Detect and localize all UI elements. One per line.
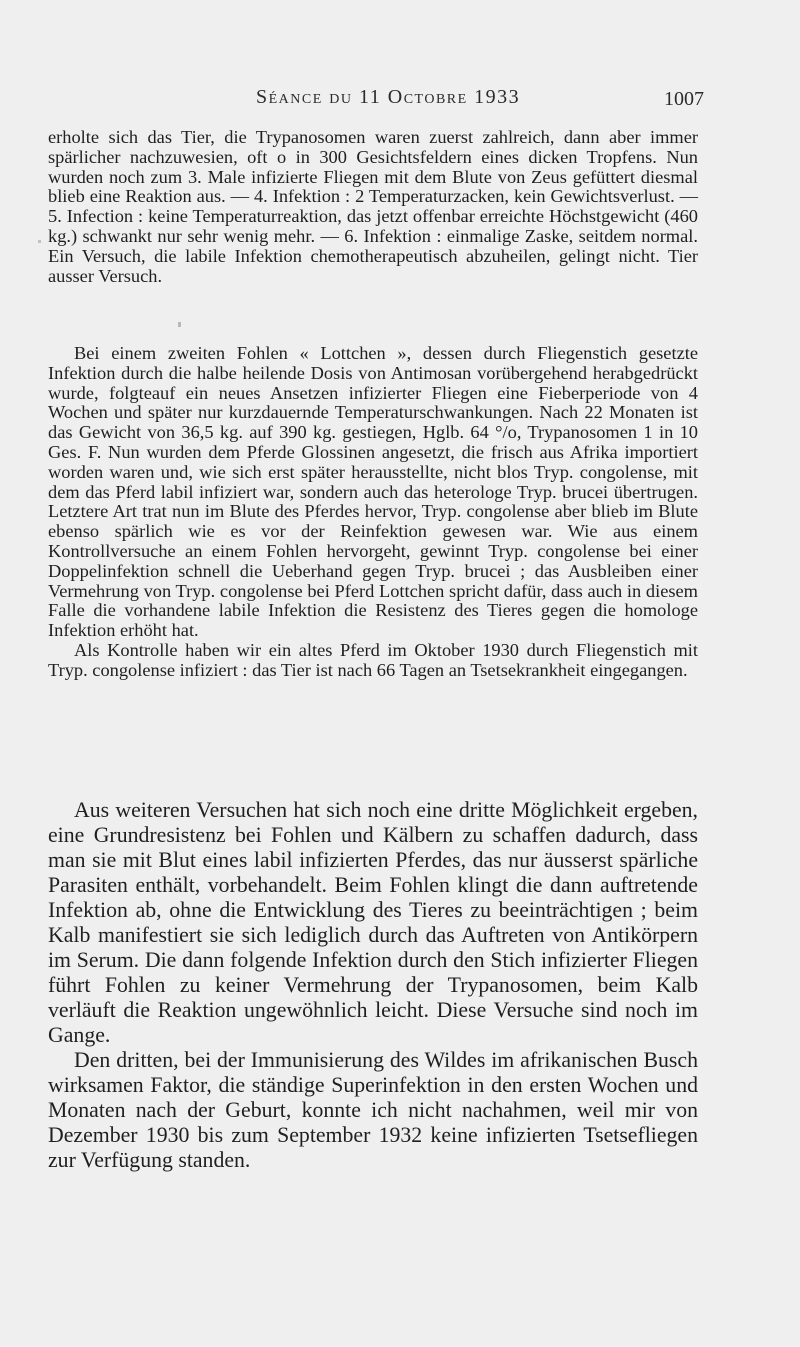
text-block-large: [48, 798, 698, 1173]
paragraph: Als Kontrolle haben wir ein altes Pferd im Oktober 1930 durch Fliegenstich mit Tryp. congolense infiziert : das Tier ist nach 66 Tagen an Tsetsekrankheit eingegangen.: [48, 639, 698, 680]
running-header: [48, 86, 718, 116]
print-speck: [38, 240, 41, 243]
paragraph: Den dritten, bei der Immunisierung des Wildes im afrikanischen Busch wirksamen Faktor, die ständige Superinfektion in den ersten Wochen und Monaten nach der Geburt, konnte ich nicht nachahmen, weil mir von Dezember 1930 bis zum September 1932 keine infizierten Tsetsefliegen zur Verfügung standen.: [48, 1048, 698, 1172]
paragraph: Aus weiteren Versuchen hat sich noch eine dritte Möglichkeit ergeben, eine Grundresistenz bei Fohlen und Kälbern zu schaffen dadurch, dass man sie mit Blut eines labil infizierten Pferdes, das nur äusserst spärliche Parasiten enthält, vorbehandelt. Beim Fohlen klingt die dann auftretende Infektion ab, ohne die Entwicklung des Tieres zu beeinträchtigen ; beim Kalb manifestiert sie sich lediglich durch das Auftreten von Antikörpern im Serum. Die dann folgende Infektion durch den Stich infizierter Fliegen führt Fohlen zu keiner Vermehrung der Trypanosomen, beim Kalb verläuft die Reaktion ungewöhnlich leicht. Diese Versuche sind noch im Gange.: [48, 798, 698, 1047]
paragraph: erholte sich das Tier, die Trypanosomen waren zuerst zahlreich, dann aber immer spärlicher nachzuwesien, oft o in 300 Gesichtsfeldern eines dicken Tropfens. Nun wurden noch zum 3. Male infizierte Fliegen mit dem Blute von Zeus gefüttert diesmal blieb eine Reaktion aus. — 4. Infektion : 2 Temperaturzacken, kein Gewichtsverlust. — 5. Infection : keine Temperaturreaktion, das jetzt offenbar erreichte Höchstgewicht (460 kg.) schwankt nur sehr wenig mehr. — 6. Infektion : einmalige Zaske, seitdem normal. Ein Versuch, die labile Infektion chemotherapeutisch abzuheilen, gelingt nicht. Tier ausser Versuch.: [48, 127, 698, 286]
text-block-small-2: [48, 344, 698, 681]
page-number: 1007: [664, 88, 704, 110]
print-speck: [178, 322, 181, 327]
paragraph: Bei einem zweiten Fohlen « Lottchen », dessen durch Fliegenstich gesetzte Infektion durch die halbe heilende Dosis von Antimosan vorübergehend herabgedrückt wurde, folgteauf ein neues Ansetzen infizierter Fliegen eine Fieberperiode von 4 Wochen und später nur kurzdauernde Temperaturschwankungen. Nach 22 Monaten ist das Gewicht von 36,5 kg. auf 390 kg. gestiegen, Hglb. 64 °/o, Trypanosomen 1 in 10 Ges. F. Nun wurden dem Pferde Glossinen angesetzt, die frisch aus Afrika importiert worden waren und, wie sich erst später herausstellte, nicht blos Tryp. congolense, mit dem das Pferd labil infiziert war, sondern auch das heterologe Tryp. brucei übertrugen. Letztere Art trat nun im Blute des Pferdes hervor, Tryp. congolense aber blieb im Blute ebenso spärlich wie es vor der Reinfektion gewesen war. Wie aus einem Kontrollversuche an einem Fohlen hervorgeht, gewinnt Tryp. congolense bei einer Doppelinfektion schnell die Ueberhand gegen Tryp. brucei ; das Ausbleiben einer Vermehrung von Tryp. congolense bei Pferd Lottchen spricht dafür, dass auch in diesem Falle die vorhandene labile Infektion die Resistenz des Tieres gegen die homologe Infektion erhöht hat.: [48, 343, 698, 641]
text-block-small-1: [48, 128, 698, 286]
header-title: Séance du 11 Octobre 1933: [256, 86, 521, 108]
